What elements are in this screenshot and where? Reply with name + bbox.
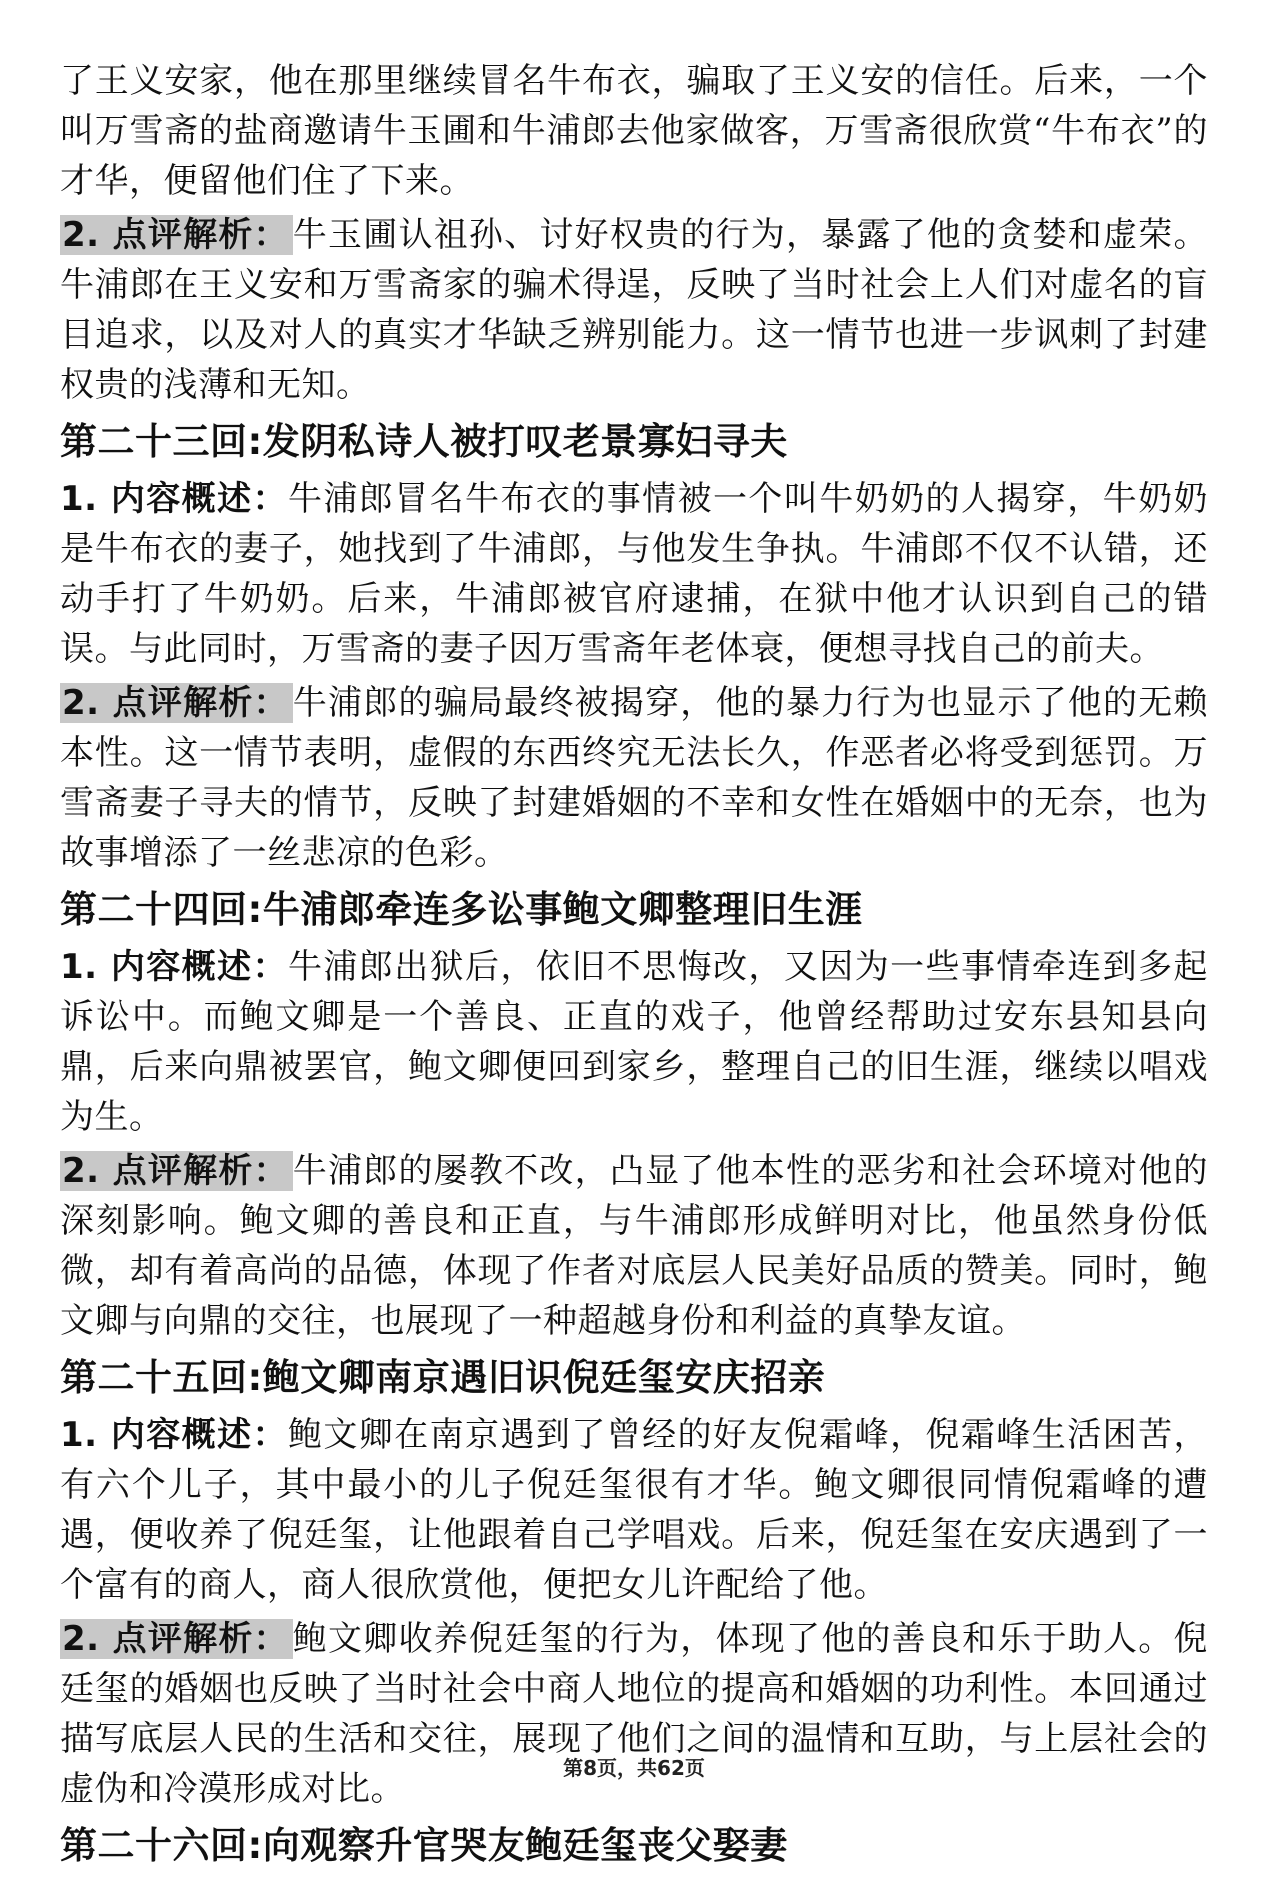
chapter-heading-26: 第二十六回:向观察升官哭友鲍廷玺丧父娶妻 [60,1824,788,1867]
paragraph-commentary [60,1614,1208,1814]
paragraph-text: 牛浦郎冒名牛布衣的事情被一个叫牛奶奶的人揭穿，牛奶奶是牛布衣的妻子，她找到了牛浦郎，与他发生争执。牛浦郎不仅不认错，还动手打了牛奶奶。后来，牛浦郎被官府逮捕，在狱中他才认识到自己的错误。与此同时，万雪斋的妻子因万雪斋年老体衰，便想寻找自己的前夫。 [60,479,1208,669]
chapter-heading-24: 第二十四回:牛浦郎牵连多讼事鲍文卿整理旧生涯 [60,888,863,931]
summary-label: 1. 内容概述： [60,947,288,987]
page-number-footer: 第8页，共62页 [563,1756,705,1780]
paragraph-continued [60,56,1208,206]
paragraph-commentary [60,1146,1208,1346]
paragraph-summary [60,474,1208,674]
chapter-heading-25: 第二十五回:鲍文卿南京遇旧识倪廷玺安庆招亲 [60,1356,826,1399]
summary-label: 1. 内容概述： [60,479,288,519]
summary-label: 1. 内容概述： [60,1415,288,1455]
chapter-heading-23: 第二十三回:发阴私诗人被打叹老景寡妇寻夫 [60,420,788,463]
paragraph-text: 鲍文卿在南京遇到了曾经的好友倪霜峰，倪霜峰生活困苦，有六个儿子，其中最小的儿子倪廷玺很有才华。鲍文卿很同情倪霜峰的遭遇，便收养了倪廷玺，让他跟着自己学唱戏。后来，倪廷玺在安庆遇到了一个富有的商人，商人很欣赏他，便把女儿许配给了他。 [60,1415,1208,1605]
paragraph-text: 牛玉圃认祖孙、讨好权贵的行为，暴露了他的贪婪和虚荣。牛浦郎在王义安和万雪斋家的骗术得逞，反映了当时社会上人们对虚名的盲目追求，以及对人的真实才华缺乏辨别能力。这一情节也进一步讽刺了封建权贵的浅薄和无知。 [60,215,1208,405]
commentary-label: 2. 点评解析： [60,1619,293,1659]
paragraph-text: 鲍文卿收养倪廷玺的行为，体现了他的善良和乐于助人。倪廷玺的婚姻也反映了当时社会中商人地位的提高和婚姻的功利性。本回通过描写底层人民的生活和交往，展现了他们之间的温情和互助，与上层社会的虚伪和冷漠形成对比。 [60,1619,1208,1809]
commentary-label: 2. 点评解析： [60,683,293,723]
paragraph-text: 牛浦郎的屡教不改，凸显了他本性的恶劣和社会环境对他的深刻影响。鲍文卿的善良和正直，与牛浦郎形成鲜明对比，他虽然身份低微，却有着高尚的品德，体现了作者对底层人民美好品质的赞美。同时，鲍文卿与向鼎的交往，也展现了一种超越身份和利益的真挚友谊。 [60,1151,1208,1341]
paragraph-summary [60,942,1208,1142]
paragraph-commentary [60,678,1208,878]
commentary-label: 2. 点评解析： [60,1151,293,1191]
paragraph-text: 了王义安家，他在那里继续冒名牛布衣，骗取了王义安的信任。后来，一个叫万雪斋的盐商邀请牛玉圃和牛浦郎去他家做客，万雪斋很欣赏“牛布衣”的才华，便留他们住了下来。 [60,61,1208,201]
document-body [60,56,1208,1878]
paragraph-commentary [60,210,1208,410]
commentary-label: 2. 点评解析： [60,215,293,255]
paragraph-text: 牛浦郎出狱后，依旧不思悔改，又因为一些事情牵连到多起诉讼中。而鲍文卿是一个善良、正直的戏子，他曾经帮助过安东县知县向鼎，后来向鼎被罢官，鲍文卿便回到家乡，整理自己的旧生涯，继续以唱戏为生。 [60,947,1208,1137]
paragraph-text: 牛浦郎的骗局最终被揭穿，他的暴力行为也显示了他的无赖本性。这一情节表明，虚假的东西终究无法长久，作恶者必将受到惩罚。万雪斋妻子寻夫的情节，反映了封建婚姻的不幸和女性在婚姻中的无奈，也为故事增添了一丝悲凉的色彩。 [60,683,1208,873]
paragraph-summary [60,1410,1208,1610]
